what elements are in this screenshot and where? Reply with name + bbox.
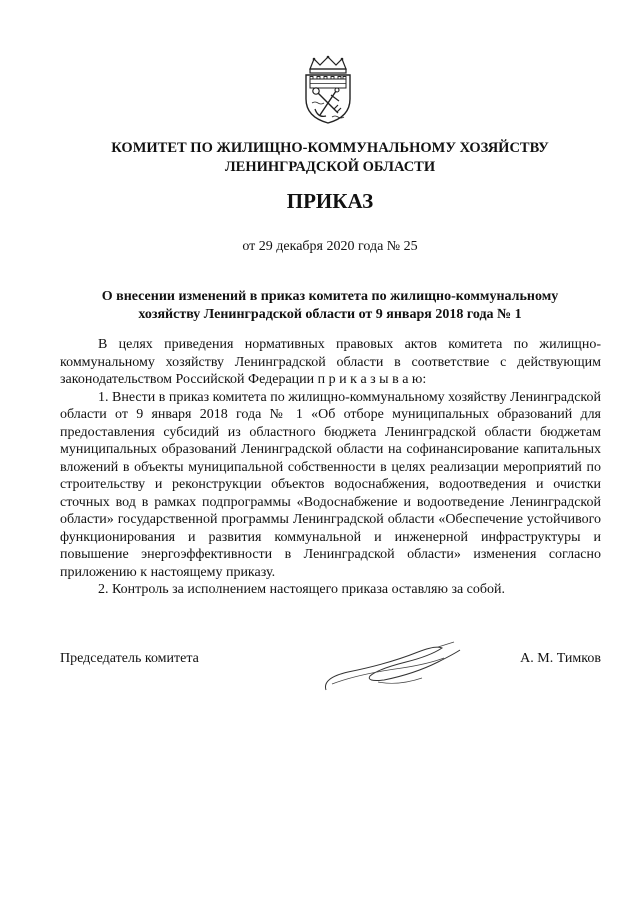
committee-name-line1: КОМИТЕТ ПО ЖИЛИЩНО-КОММУНАЛЬНОМУ ХОЗЯЙСТВУ	[111, 140, 549, 156]
item-1-paragraph: 1. Внести в приказ комитета по жилищно-коммунальному хозяйству Ленинградской области от 9 января 2018 года № 1 «Об отборе муниципальных образований для предоставления субсидий из областного бюджета Ленинградской области бюджетам муниципальных образований Ленинградской области на софинансирование капитальных вложений в объекты муниципальной собственности в целях реализации мероприятий по строительству и реконструкции объектов водоснабжения, водоотведения и очистки сточных вод в рамках подпрограммы «Водоснабжение и водоотведение Ленинградской области» государственной программы Ленинградской области «Обеспечение устойчивого функционирования и развития коммунальной и инженерной инфраструктуры и повышение энергоэффективности в Ленинградской области» изменения согласно приложению к настоящему приказу.	[60, 389, 601, 580]
preamble-paragraph: В целях приведения нормативных правовых актов комитета по жилищно-коммунальному хозяйству Ленинградской области в соответствие с действующим законодательством Российской Федерации п р и к а з ы в а ю:	[60, 337, 601, 387]
order-subject-line1: О внесении изменений в приказ комитета по жилищно-коммунальному	[101, 289, 559, 304]
signature-block	[60, 650, 601, 710]
order-body	[60, 336, 601, 599]
order-date: от 29 декабря 2020 года № 25	[242, 239, 418, 254]
item-2-paragraph: 2. Контроль за исполнением настоящего приказа оставляю за собой.	[98, 582, 506, 597]
handwritten-signature-icon	[318, 638, 468, 708]
committee-name-line2: ЛЕНИНГРАДСКОЙ ОБЛАСТИ	[224, 159, 436, 175]
order-title: ПРИКАЗ	[286, 189, 374, 213]
order-subject-line2: хозяйству Ленинградской области от 9 января 2018 года № 1	[138, 307, 522, 322]
coat-of-arms-icon	[300, 55, 356, 125]
order-subject	[70, 288, 590, 324]
committee-name	[60, 139, 600, 177]
signatory-name: А. М. Тимков	[520, 651, 601, 666]
signatory-position: Председатель комитета	[60, 651, 199, 666]
